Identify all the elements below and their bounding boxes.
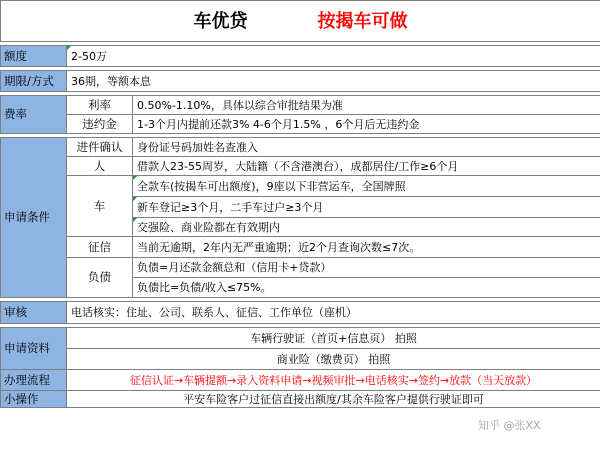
fee-label: 费率 (1, 96, 67, 134)
rate-row (1, 96, 600, 115)
materials-row (1, 328, 600, 349)
debt-label: 负债 (67, 258, 133, 298)
review-row (1, 302, 600, 324)
materials-row (1, 349, 600, 370)
car-value: 全款车(按揭车可出额度)，9座以下非营运车，全国牌照 (133, 176, 600, 197)
product-title: 车优贷 (193, 10, 248, 32)
entry-row (1, 138, 600, 157)
debt-value: 负债比=负债/收入≤75%。 (133, 278, 600, 298)
product-tagline: 按揭车可做 (317, 10, 408, 32)
debt-row (1, 258, 600, 278)
amount-label: 额度 (1, 46, 67, 67)
credit-row (1, 237, 600, 258)
car-value: 交强险、商业险都在有效期内 (133, 218, 600, 237)
term-value: 36期，等额本息 (67, 71, 600, 92)
title-row (1, 1, 600, 42)
rate-label: 利率 (67, 96, 133, 115)
amount-row (1, 46, 600, 67)
penalty-value: 1-3个月内提前还款3% 4-6个月1.5% ，6个月后无违约金 (133, 115, 600, 134)
materials-value: 车辆行驶证（首页+信息页） 拍照 (67, 328, 600, 349)
car-row (1, 176, 600, 197)
process-value: 征信认证→车辆提额→录入资料申请→视频审批→电话核实→签约→放款（当天放款） (67, 370, 600, 391)
entry-label: 进件确认 (67, 138, 133, 157)
review-label: 审核 (1, 302, 67, 324)
process-label: 办理流程 (1, 370, 67, 391)
amount-value: 2-50万 (67, 46, 600, 67)
term-label: 期限/方式 (1, 71, 67, 92)
materials-value: 商业险（缴费页） 拍照 (67, 349, 600, 370)
penalty-row (1, 115, 600, 134)
conditions-label: 申请条件 (1, 138, 67, 298)
credit-label: 征信 (67, 237, 133, 258)
car-label: 车 (67, 176, 133, 237)
process-row (1, 370, 600, 391)
materials-label: 申请资料 (1, 328, 67, 370)
rate-value: 0.50%-1.10%，具体以综合审批结果为准 (133, 96, 600, 115)
review-value: 电话核实：住址、公司、联系人、征信、工作单位（座机） (67, 302, 600, 324)
penalty-label: 违约金 (67, 115, 133, 134)
watermark: 知乎 @张XX (478, 419, 541, 432)
person-value: 借款人23-55周岁，大陆籍（不含港澳台），成都居住/工作≥6个月 (133, 157, 600, 176)
term-row (1, 71, 600, 92)
credit-value: 当前无逾期，2年内无严重逾期；近2个月查询次数≤7次。 (133, 237, 600, 258)
person-row (1, 157, 600, 176)
debt-value: 负债=月还款金额总和（信用卡+贷款） (133, 258, 600, 278)
entry-value: 身份证号码加姓名查准入 (133, 138, 600, 157)
car-value: 新车登记≥3个月，二手车过户≥3个月 (133, 197, 600, 218)
person-label: 人 (67, 157, 133, 176)
tips-value: 平安车险客户过征信直接出额度/其余车险客户提供行驶证即可 (67, 391, 600, 408)
tips-label: 小操作 (1, 391, 67, 408)
tips-row (1, 391, 600, 408)
